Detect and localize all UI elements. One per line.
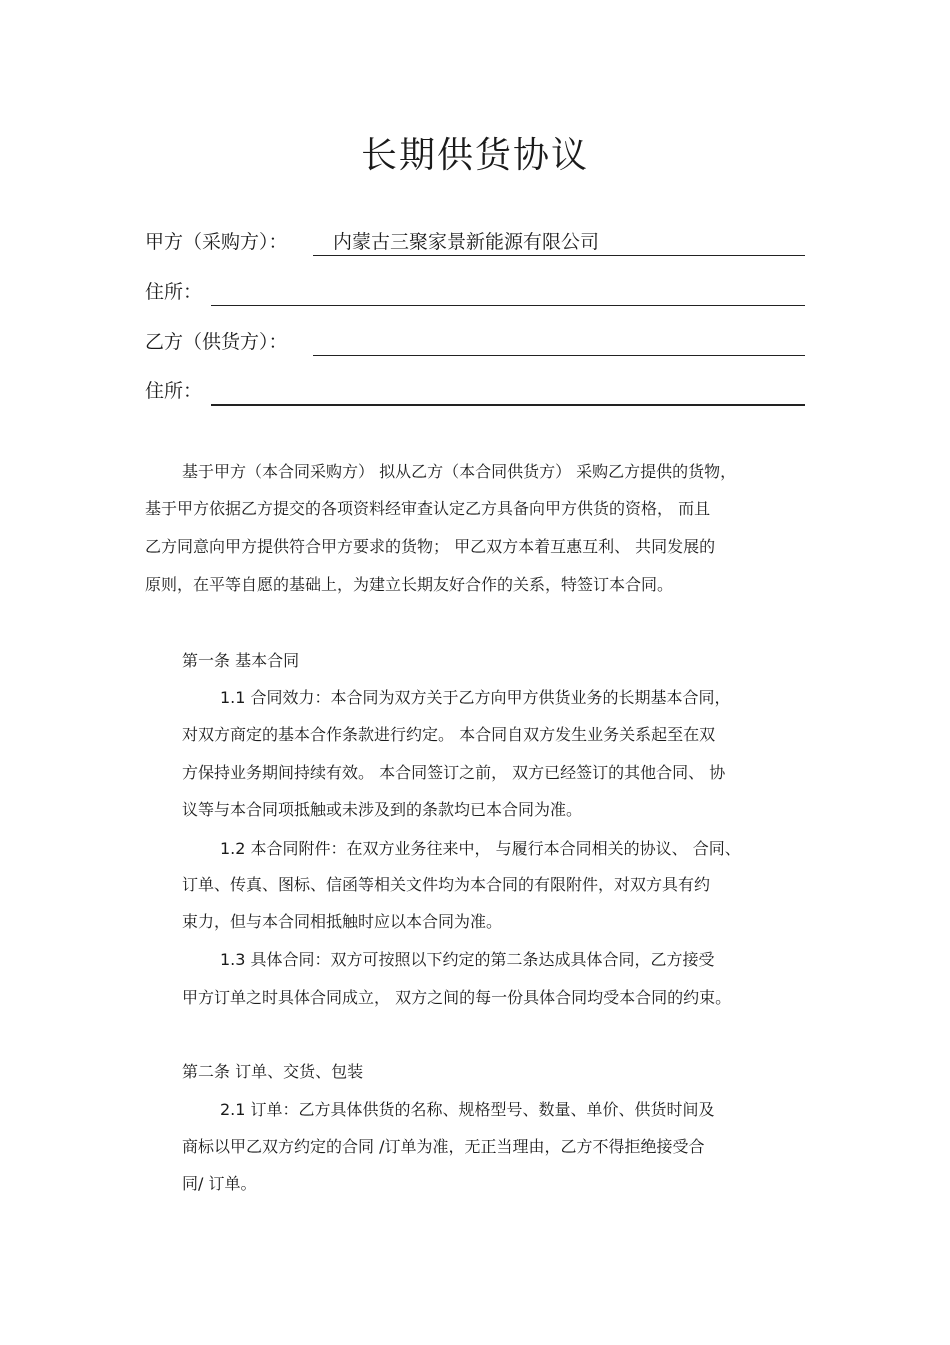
- party-b-field[interactable]: [313, 329, 805, 356]
- party-a-label: 甲方（采购方）：: [145, 231, 288, 253]
- article2-line: 2.1 订单：乙方具体供货的名称、规格型号、数量、单价、供货时间及: [220, 1100, 715, 1119]
- article2-line: 同/ 订单。: [182, 1174, 257, 1193]
- article1-line: 1.1 合同效力：本合同为双方关于乙方向甲方供货业务的长期基本合同，: [220, 688, 731, 707]
- article1-line: 束力，但与本合同相抵触时应以本合同为准。: [182, 912, 503, 931]
- address-b-field[interactable]: [211, 378, 805, 406]
- article1-line: 1.3 具体合同：双方可按照以下约定的第二条达成具体合同，乙方接受: [220, 950, 715, 969]
- preamble-line: 基于甲方（本合同采购方） 拟从乙方（本合同供货方） 采购乙方提供的货物，: [182, 462, 737, 481]
- article1-line: 甲方订单之时具体合同成立， 双方之间的每一份具体合同均受本合同的约束。: [182, 988, 732, 1007]
- article1-line: 对双方商定的基本合作条款进行约定。 本合同自双方发生业务关系起至在双: [182, 725, 716, 744]
- party-b-label: 乙方（供货方）：: [145, 331, 288, 353]
- party-a-value: 内蒙古三聚家景新能源有限公司: [333, 231, 600, 253]
- address-a-field[interactable]: [211, 279, 805, 306]
- preamble-line: 乙方同意向甲方提供符合甲方要求的货物； 甲乙双方本着互惠互利、 共同发展的: [145, 537, 716, 556]
- address-a-label: 住所：: [145, 281, 203, 303]
- article1-heading: 第一条 基本合同: [182, 651, 300, 670]
- article1-line: 议等与本合同项抵触或未涉及到的条款均已本合同为准。: [182, 800, 583, 819]
- article2-line: 商标以甲乙双方约定的合同 /订单为准，无正当理由，乙方不得拒绝接受合: [182, 1137, 705, 1156]
- article1-line: 方保持业务期间持续有效。 本合同签订之前， 双方已经签订的其他合同、 协: [182, 763, 726, 782]
- article2-heading: 第二条 订单、交货、包装: [182, 1062, 364, 1081]
- article1-line: 订单、传真、图标、信函等相关文件均为本合同的有限附件，对双方具有约: [182, 875, 711, 894]
- page-title: 长期供货协议: [360, 135, 589, 176]
- address-b-label: 住所：: [145, 380, 203, 402]
- preamble-line: 基于甲方依据乙方提交的各项资料经审查认定乙方具备向甲方供货的资格， 而且: [145, 499, 711, 518]
- article1-line: 1.2 本合同附件：在双方业务往来中， 与履行本合同相关的协议、 合同、: [220, 839, 741, 858]
- preamble-line: 原则，在平等自愿的基础上，为建立长期友好合作的关系，特签订本合同。: [145, 575, 674, 594]
